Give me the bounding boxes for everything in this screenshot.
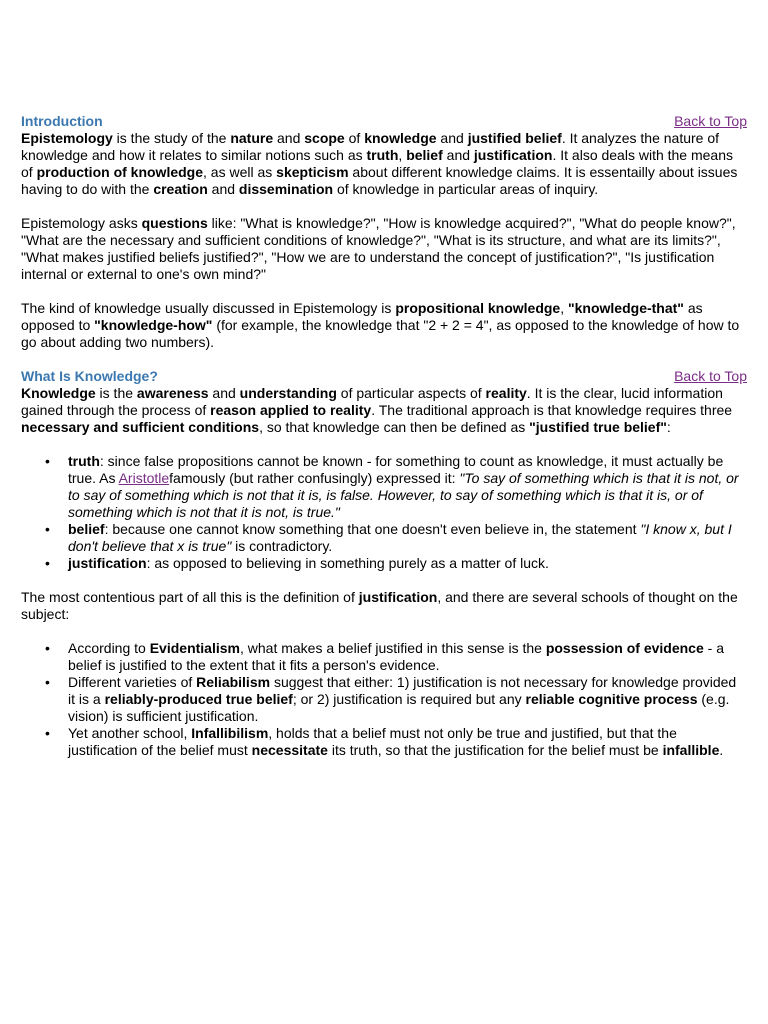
aristotle-link[interactable]: Aristotle bbox=[118, 470, 170, 486]
bold-term: Reliabilism bbox=[196, 674, 271, 690]
italic-quote: "To say of something which is that it is not, or to say of something which is not that it is, is false. However, to say of something which is that it is, or of something which is not that it is not, is true." bbox=[68, 470, 739, 520]
bold-term: skepticism bbox=[276, 164, 349, 180]
document-page bbox=[21, 113, 747, 759]
text-run: : because one cannot know something that one doesn't even believe in, the statement bbox=[104, 521, 641, 537]
text-run: The kind of knowledge usually discussed in Epistemology is bbox=[21, 300, 396, 316]
text-run: , what makes a belief justified in this sense is the bbox=[239, 640, 546, 656]
text-run: Different varieties of bbox=[68, 674, 197, 690]
bold-term: possession of evidence bbox=[545, 640, 704, 656]
bold-term: reliably-produced true belief bbox=[104, 691, 293, 707]
text-run: , and there are several schools of thought on the subject: bbox=[21, 589, 738, 622]
knowledge-paragraph-2 bbox=[21, 589, 747, 623]
intro-paragraph-2 bbox=[21, 215, 747, 283]
text-run: and bbox=[273, 130, 305, 146]
knowledge-paragraph-1 bbox=[21, 385, 747, 436]
text-run: According to bbox=[68, 640, 150, 656]
bold-term: reason applied to reality bbox=[210, 402, 372, 418]
text-run: , so that knowledge can then be defined as bbox=[259, 419, 530, 435]
bold-term: belief bbox=[406, 147, 443, 163]
bullet-icon: • bbox=[45, 674, 50, 690]
text-run: and bbox=[436, 130, 468, 146]
bold-term: reliable cognitive process bbox=[525, 691, 698, 707]
list-item bbox=[45, 453, 747, 521]
intro-paragraph-3 bbox=[21, 300, 747, 351]
bold-term: truth bbox=[68, 453, 100, 469]
text-run: , bbox=[398, 147, 407, 163]
knowledge-title: What Is Knowledge? bbox=[21, 368, 158, 384]
back-to-top-link[interactable]: Back to Top bbox=[674, 368, 747, 384]
bold-term: Infallibilism bbox=[191, 725, 269, 741]
bold-term: reality bbox=[485, 385, 527, 401]
text-run: . bbox=[719, 742, 724, 758]
bold-term: scope bbox=[304, 130, 345, 146]
text-run: , bbox=[560, 300, 568, 316]
text-run: famously (but rather confusingly) expressed it: bbox=[169, 470, 460, 486]
bold-term: Knowledge bbox=[21, 385, 96, 401]
text-run: of knowledge in particular areas of inquiry. bbox=[333, 181, 599, 197]
text-run: ; or 2) justification is required but any bbox=[292, 691, 526, 707]
bullet-icon: • bbox=[45, 555, 50, 571]
bold-term: justification bbox=[358, 589, 438, 605]
bold-term: justified belief bbox=[467, 130, 562, 146]
text-run: and bbox=[442, 147, 474, 163]
text-run: (for example, the knowledge that "2 + 2 = 4", as opposed to the knowledge of how to go about adding two numbers). bbox=[21, 317, 740, 350]
bold-term: truth bbox=[366, 147, 399, 163]
bold-term: "justified true belief" bbox=[529, 419, 667, 435]
bold-term: justification bbox=[473, 147, 553, 163]
bold-term: "knowledge-how" bbox=[94, 317, 213, 333]
text-run: like: "What is knowledge?", "How is knowledge acquired?", "What do people know?", "What are the necessary and sufficient conditions of knowledge?", "What is its structure, and what are its limits?", "What makes justified beliefs justified?", "How we are to understand the concept of justification?", "Is justification internal or external to one's own mind?" bbox=[21, 215, 736, 282]
list-item bbox=[45, 521, 747, 555]
bold-term: "knowledge-that" bbox=[568, 300, 684, 316]
knowledge-heading-row bbox=[21, 368, 747, 385]
bold-term: questions bbox=[141, 215, 208, 231]
bold-term: awareness bbox=[136, 385, 209, 401]
bold-term: propositional knowledge bbox=[395, 300, 561, 316]
intro-paragraph-1 bbox=[21, 130, 747, 198]
bold-term: creation bbox=[153, 181, 208, 197]
bullet-icon: • bbox=[45, 725, 50, 741]
list-item bbox=[45, 725, 747, 759]
bold-term: infallible bbox=[662, 742, 720, 758]
text-run: of bbox=[344, 130, 365, 146]
bold-term: necessary and sufficient conditions bbox=[21, 419, 260, 435]
back-to-top-link[interactable]: Back to Top bbox=[674, 113, 747, 129]
bold-term: Evidentialism bbox=[149, 640, 240, 656]
text-run: , as well as bbox=[203, 164, 277, 180]
bold-term: necessitate bbox=[251, 742, 328, 758]
intro-title: Introduction bbox=[21, 113, 103, 129]
text-run: suggest that either: 1) justification is not necessary for knowledge provided it is a bbox=[68, 674, 737, 707]
bold-term: understanding bbox=[239, 385, 337, 401]
bold-term: knowledge bbox=[364, 130, 437, 146]
list-item bbox=[45, 674, 747, 725]
text-run: of particular aspects of bbox=[336, 385, 486, 401]
intro-heading-row bbox=[21, 113, 747, 130]
text-run: . The traditional approach is that knowledge requires three bbox=[371, 402, 733, 418]
text-run: its truth, so that the justification for the belief must be bbox=[327, 742, 663, 758]
text-run: is the study of the bbox=[112, 130, 231, 146]
text-run: . It also deals with the means of bbox=[21, 147, 734, 180]
bold-term: nature bbox=[230, 130, 274, 146]
text-run: . It analyzes the nature of knowledge and how it relates to similar notions such as bbox=[21, 130, 720, 163]
text-run: - a belief is justified to the extent that it fits a person's evidence. bbox=[68, 640, 724, 673]
text-run: . It is the clear, lucid information gained through the process of bbox=[21, 385, 723, 418]
bullet-icon: • bbox=[45, 521, 50, 537]
conditions-list bbox=[21, 453, 747, 572]
list-item bbox=[45, 640, 747, 674]
schools-list bbox=[21, 640, 747, 759]
text-run: : bbox=[666, 419, 671, 435]
text-run: as opposed to bbox=[21, 300, 703, 333]
bold-term: dissemination bbox=[238, 181, 334, 197]
text-run: The most contentious part of all this is the definition of bbox=[21, 589, 359, 605]
bullet-icon: • bbox=[45, 453, 50, 469]
text-run: and bbox=[207, 181, 239, 197]
bold-term: Epistemology bbox=[21, 130, 113, 146]
text-run: about different knowledge claims. It is essentailly about issues having to do with the bbox=[21, 164, 738, 197]
text-run: Epistemology asks bbox=[21, 215, 142, 231]
bold-term: belief bbox=[68, 521, 105, 537]
text-run: is contradictory. bbox=[231, 538, 333, 554]
bold-term: justification bbox=[68, 555, 147, 571]
text-run: and bbox=[208, 385, 240, 401]
text-run: , holds that a belief must not only be true and justified, but that the justification of the belief must bbox=[68, 725, 677, 758]
list-item bbox=[45, 555, 747, 572]
text-run: (e.g. vision) is sufficient justification. bbox=[68, 691, 730, 724]
bold-term: production of knowledge bbox=[36, 164, 204, 180]
text-run: Yet another school, bbox=[68, 725, 192, 741]
text-run: : as opposed to believing in something purely as a matter of luck. bbox=[146, 555, 549, 571]
bullet-icon: • bbox=[45, 640, 50, 656]
italic-quote: "I know x, but I don't believe that x is true" bbox=[68, 521, 732, 554]
text-run: : since false propositions cannot be known - for something to count as knowledge, it must actually be true. As bbox=[68, 453, 724, 486]
text-run: is the bbox=[95, 385, 137, 401]
